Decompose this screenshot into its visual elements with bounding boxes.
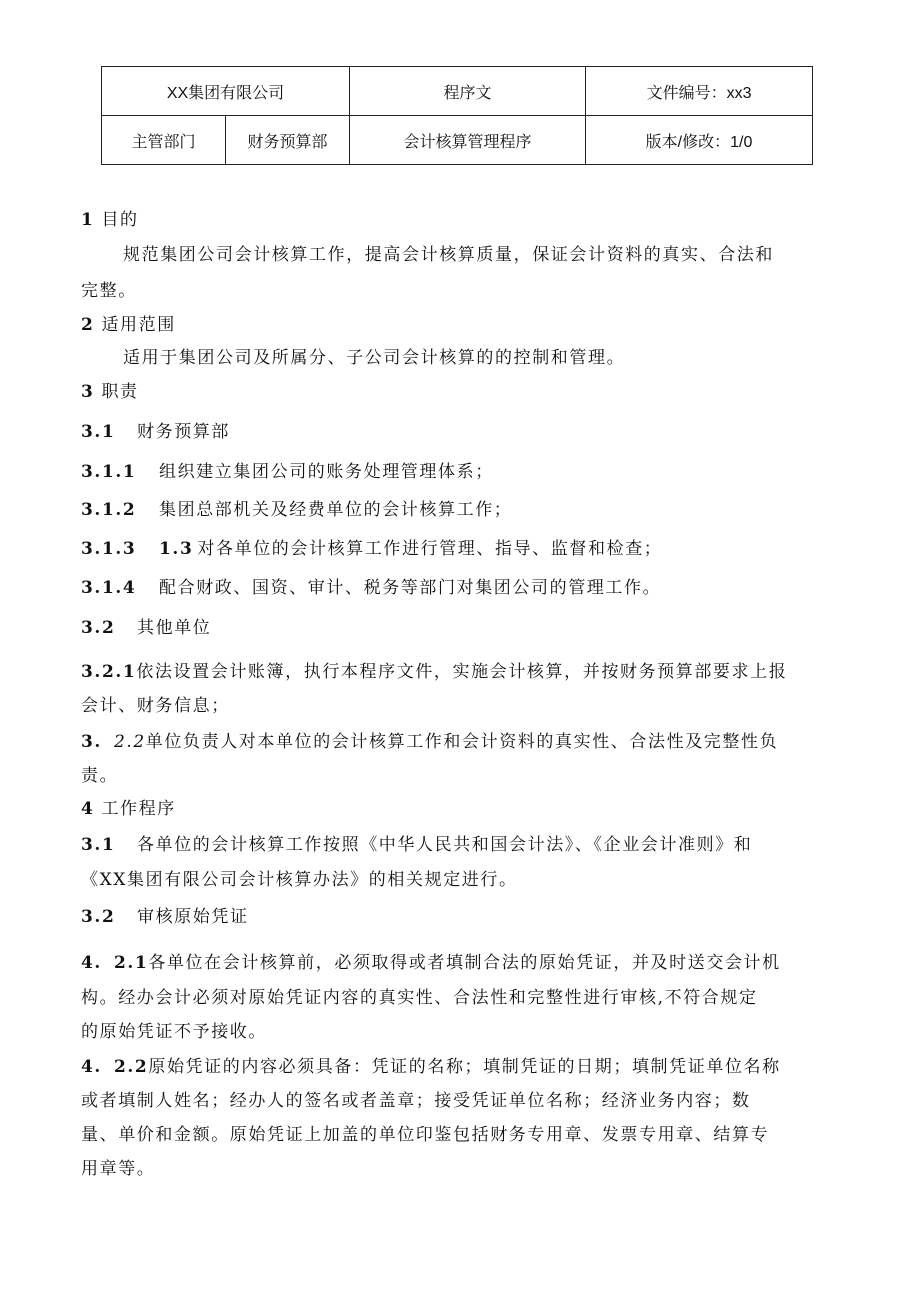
- section-1-para-line1: 规范集团公司会计核算工作，提高会计核算质量，保证会计资料的真实、合法和: [123, 245, 774, 265]
- section-2-para: 适用于集团公司及所属分、子公司会计核算的的控制和管理。: [123, 348, 626, 368]
- section-3-2-heading: 3.2 其他单位: [81, 618, 212, 638]
- section-3-2-2-line1: 3. 2.2单位负责人对本单位的会计核算工作和会计资料的真实性、合法性及完整性负: [81, 732, 779, 752]
- section-4-2-1-line2: 构。经办会计必须对原始凭证内容的真实性、合法性和完整性进行审核,不符合规定: [81, 988, 758, 1008]
- section-4-2-2-line2: 或者填制人姓名；经办人的签名或者盖章；接受凭证单位名称；经济业务内容；数: [81, 1091, 751, 1111]
- section-2-heading: 2 适用范围: [81, 315, 176, 335]
- section-1-para-line2: 完整。: [81, 281, 137, 301]
- department-value: 财务预算部: [226, 116, 350, 165]
- procedure-name: 会计核算管理程序: [350, 116, 586, 165]
- section-4-2-1-line3: 的原始凭证不予接收。: [81, 1022, 267, 1042]
- document-header-table: [101, 66, 813, 165]
- section-3-heading: 3 职责: [81, 382, 139, 402]
- section-3-1-2: 3.1.2 集团总部机关及经费单位的会计核算工作；: [81, 500, 513, 520]
- section-4-2-2-line1: 4. 2.2原始凭证的内容必须具备：凭证的名称；填制凭证的日期；填制凭证单位名称: [81, 1057, 781, 1077]
- section-3-1-1: 3.1.1 组织建立集团公司的账务处理管理体系；: [81, 462, 494, 482]
- version-info: 版本/修改：1/0: [586, 116, 813, 165]
- department-label: 主管部门: [102, 116, 226, 165]
- section-4-2-2-line4: 用章等。: [81, 1159, 156, 1179]
- document-type: 程序文: [350, 67, 586, 116]
- section-1-heading: 1 目的: [81, 210, 139, 230]
- section-3-1-4: 3.1.4 配合财政、国资、审计、税务等部门对集团公司的管理工作。: [81, 578, 662, 598]
- section-3-2-2-line2: 责。: [81, 766, 119, 786]
- section-4-2-2-line3: 量、单价和金额。原始凭证上加盖的单位印鉴包括财务专用章、发票专用章、结算专: [81, 1125, 770, 1145]
- company-name: XX集团有限公司: [102, 67, 350, 116]
- document-number: 文件编号：xx3: [586, 67, 813, 116]
- section-4-2-heading: 3.2 审核原始凭证: [81, 907, 249, 927]
- section-3-1-3: 3.1.3 1.3 对各单位的会计核算工作进行管理、指导、监督和检查；: [81, 539, 663, 559]
- section-3-1-heading: 3.1 财务预算部: [81, 422, 230, 442]
- section-4-heading: 4 工作程序: [81, 799, 176, 819]
- section-4-1-line2: 《XX集团有限公司会计核算办法》的相关规定进行。: [81, 870, 518, 890]
- section-4-2-1-line1: 4. 2.1各单位在会计核算前，必须取得或者填制合法的原始凭证，并及时送交会计机: [81, 953, 781, 973]
- section-4-1-line1: 3.1 各单位的会计核算工作按照《中华人民共和国会计法》、《企业会计准则》和: [81, 835, 753, 855]
- section-3-2-1-line1: 3.2.1依法设置会计账簿，执行本程序文件，实施会计核算，并按财务预算部要求上报: [81, 662, 788, 682]
- section-3-2-1-line2: 会计、财务信息；: [81, 696, 230, 716]
